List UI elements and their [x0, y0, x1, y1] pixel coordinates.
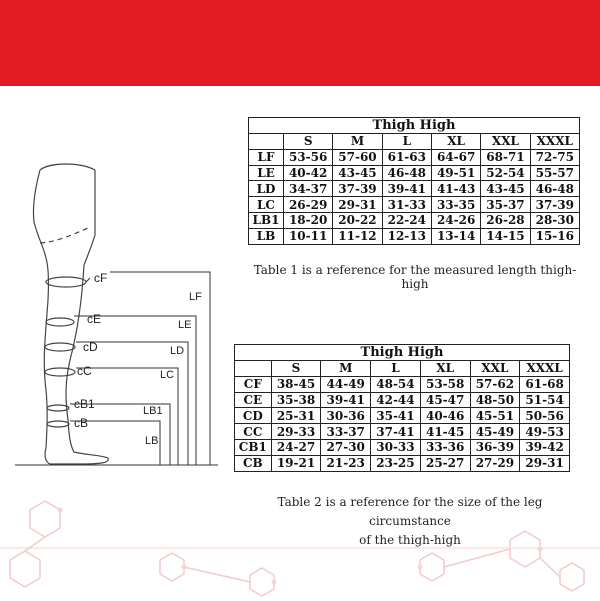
label-LB1: LB1: [143, 405, 163, 417]
table-cell: 61-68: [520, 376, 570, 392]
table-cell: 25-27: [420, 455, 470, 471]
table-cell: 30-33: [371, 439, 421, 455]
table2-col: M: [321, 361, 371, 377]
table-row: [249, 149, 580, 165]
table2-col: XXXL: [520, 361, 570, 377]
table-cell: 35-37: [481, 197, 530, 213]
table-row: [249, 228, 580, 244]
table-cell: 21-23: [321, 455, 371, 471]
table-cell: 37-39: [530, 197, 579, 213]
table-row: [235, 392, 570, 408]
leg-measurement-diagram: [0, 150, 230, 480]
table-cell: 48-50: [470, 392, 520, 408]
table-cell: 37-41: [371, 424, 421, 440]
table-row: [235, 408, 570, 424]
table-cell: 15-16: [530, 228, 579, 244]
table-row: [235, 455, 570, 471]
table-row: [249, 181, 580, 197]
label-LF: LF: [189, 291, 202, 303]
row-label: CE: [235, 392, 272, 408]
table-cell: 39-42: [520, 439, 570, 455]
table-cell: 43-45: [481, 181, 530, 197]
table-cell: 20-22: [333, 212, 382, 228]
table-cell: 50-56: [520, 408, 570, 424]
table1-col: XXL: [481, 134, 530, 150]
length-size-table: [248, 117, 580, 245]
table-cell: 36-39: [470, 439, 520, 455]
table-cell: 14-15: [481, 228, 530, 244]
table-cell: 41-45: [420, 424, 470, 440]
table-cell: 22-24: [382, 212, 431, 228]
table-cell: 33-35: [431, 197, 480, 213]
table-cell: 11-12: [333, 228, 382, 244]
table-cell: 68-71: [481, 149, 530, 165]
table-cell: 10-11: [283, 228, 332, 244]
table-cell: 38-45: [271, 376, 321, 392]
table-cell: 18-20: [283, 212, 332, 228]
table-cell: 26-29: [283, 197, 332, 213]
label-LC: LC: [160, 369, 175, 381]
table-row: [249, 165, 580, 181]
table-cell: 57-60: [333, 149, 382, 165]
table1-col: XL: [431, 134, 480, 150]
label-cD: cD: [83, 340, 98, 354]
table2-caption-line1: Table 2 is a reference for the size of the leg circumstance: [277, 495, 543, 528]
table-cell: 49-53: [520, 424, 570, 440]
table-cell: 46-48: [530, 181, 579, 197]
row-label: LF: [249, 149, 284, 165]
table2-caption: [240, 493, 580, 550]
row-label: CD: [235, 408, 272, 424]
table2-title: Thigh High: [235, 345, 570, 361]
table-cell: 29-31: [333, 197, 382, 213]
label-cC: cC: [77, 364, 92, 378]
table-cell: 64-67: [431, 149, 480, 165]
table-cell: 19-21: [271, 455, 321, 471]
table-cell: 28-30: [530, 212, 579, 228]
table-row: [235, 424, 570, 440]
row-label: LB1: [249, 212, 284, 228]
table-cell: 55-57: [530, 165, 579, 181]
table-cell: 39-41: [321, 392, 371, 408]
table-cell: 30-36: [321, 408, 371, 424]
row-label: CB: [235, 455, 272, 471]
table-cell: 33-36: [420, 439, 470, 455]
row-label: CC: [235, 424, 272, 440]
table-cell: 29-31: [520, 455, 570, 471]
table-cell: 53-56: [283, 149, 332, 165]
table2-header-row: [235, 361, 570, 377]
row-label: LD: [249, 181, 284, 197]
table-cell: 26-28: [481, 212, 530, 228]
table-cell: 53-58: [420, 376, 470, 392]
table-cell: 27-30: [321, 439, 371, 455]
table1-col: S: [283, 134, 332, 150]
table1-caption: Table 1 is a reference for the measured length thigh-high: [253, 263, 577, 291]
label-cF: cF: [94, 271, 108, 285]
table-cell: 31-33: [382, 197, 431, 213]
table1-col: M: [333, 134, 382, 150]
table-cell: 57-62: [470, 376, 520, 392]
table-cell: 25-31: [271, 408, 321, 424]
row-label: CB1: [235, 439, 272, 455]
row-label: CF: [235, 376, 272, 392]
table-cell: 42-44: [371, 392, 421, 408]
table-cell: 29-33: [271, 424, 321, 440]
table-cell: 35-38: [271, 392, 321, 408]
table-cell: 43-45: [333, 165, 382, 181]
table-cell: 40-46: [420, 408, 470, 424]
row-label: LB: [249, 228, 284, 244]
table2-col: XL: [420, 361, 470, 377]
table-cell: 45-51: [470, 408, 520, 424]
table2-caption-line2: of the thigh-high: [359, 533, 461, 547]
table-cell: 23-25: [371, 455, 421, 471]
table2-col: XXL: [470, 361, 520, 377]
table-cell: 49-51: [431, 165, 480, 181]
table-row: [235, 376, 570, 392]
table2-col: [235, 361, 272, 377]
table-cell: 46-48: [382, 165, 431, 181]
table1-col: XXXL: [530, 134, 579, 150]
table-row: [249, 212, 580, 228]
table-cell: 40-42: [283, 165, 332, 181]
table1-header-row: [249, 134, 580, 150]
table-cell: 35-41: [371, 408, 421, 424]
table-cell: 45-49: [470, 424, 520, 440]
row-label: LE: [249, 165, 284, 181]
table1-title: Thigh High: [249, 118, 580, 134]
table-cell: 37-39: [333, 181, 382, 197]
table-cell: 45-47: [420, 392, 470, 408]
table-cell: 52-54: [481, 165, 530, 181]
table-cell: 51-54: [520, 392, 570, 408]
table1-col: L: [382, 134, 431, 150]
table2-col: L: [371, 361, 421, 377]
label-LE: LE: [178, 319, 192, 331]
table-cell: 44-49: [321, 376, 371, 392]
table-cell: 33-37: [321, 424, 371, 440]
table-cell: 24-27: [271, 439, 321, 455]
label-cB: cB: [74, 416, 89, 430]
circumference-size-table: [234, 344, 570, 472]
row-label: LC: [249, 197, 284, 213]
label-LD: LD: [170, 345, 185, 357]
table2-col: S: [271, 361, 321, 377]
label-cE: cE: [87, 312, 102, 326]
label-LB: LB: [145, 435, 159, 447]
table-cell: 24-26: [431, 212, 480, 228]
table-cell: 41-43: [431, 181, 480, 197]
table1-col: [249, 134, 284, 150]
label-cB1: cB1: [74, 397, 95, 411]
table-cell: 34-37: [283, 181, 332, 197]
table-cell: 61-63: [382, 149, 431, 165]
table-row: [249, 197, 580, 213]
table-cell: 27-29: [470, 455, 520, 471]
table-cell: 48-54: [371, 376, 421, 392]
table-cell: 72-75: [530, 149, 579, 165]
table-cell: 12-13: [382, 228, 431, 244]
table-row: [235, 439, 570, 455]
table-cell: 13-14: [431, 228, 480, 244]
table-cell: 39-41: [382, 181, 431, 197]
